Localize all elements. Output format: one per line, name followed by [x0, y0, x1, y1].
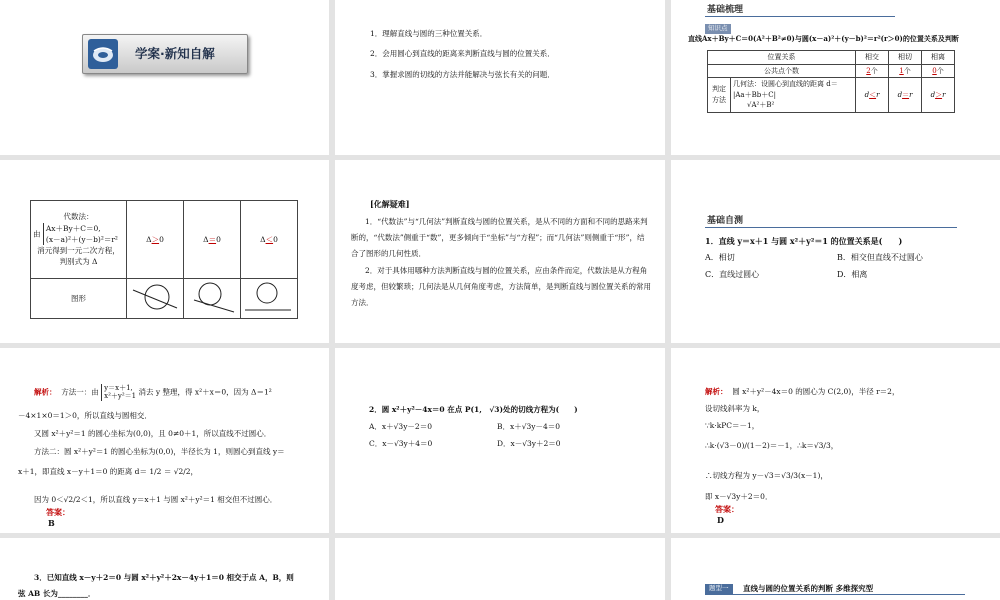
solution-line: 设切线斜率为 k， [705, 404, 765, 413]
paragraph-1: 1．“代数法”与“几何法”判断直线与圆的位置关系，是从不同的方面和不同的思路来判断的，“代数法”侧重于“数”，更多倾向于“坐标”与“方程”；而“几何法”则侧重于“形”，结合了图形的几何性质． [351, 217, 648, 258]
table-cell: 0个 [922, 64, 955, 78]
title-divider [705, 594, 965, 595]
figure-separate [243, 280, 295, 314]
table-header-cell: 相离 [922, 51, 955, 65]
slide-clarify-doubts[interactable] [335, 160, 665, 343]
option-b[interactable]: B．x＋√3y－4＝0 [497, 422, 561, 431]
question-text: 2．圆 x²＋y²－4x＝0 在点 P(1, √3)处的切线方程为( ) [369, 405, 578, 414]
problem-type-tag: 题型一 [705, 584, 733, 594]
objective-item: 3．掌握求圆的切线的方法并能解决与弦长有关的问题． [370, 69, 555, 79]
slide-objectives[interactable] [335, 0, 665, 155]
slide-title[interactable] [0, 0, 329, 155]
slide-blank[interactable] [335, 538, 665, 600]
knowledge-tag: 知识点 [705, 24, 731, 34]
option-c[interactable]: C．直线过圆心 [705, 270, 760, 279]
section-title: [化解疑难] [370, 199, 410, 209]
table-cell: d＝r [889, 78, 922, 113]
option-c[interactable]: C．x－√3y＋4＝0 [369, 439, 433, 448]
table-row [708, 51, 955, 65]
solution-line: x＋1，即直线 x－y＋1＝0 的距离 d＝ 1/2 ＝ √2/2， [18, 467, 199, 476]
table-cell: Δ＝0 [184, 201, 241, 279]
slide-algebraic-method[interactable] [0, 160, 329, 343]
option-b[interactable]: B．相交但直线不过圆心 [837, 253, 923, 262]
slide-problem-type-1[interactable] [671, 538, 1000, 600]
option-a[interactable]: A．相切 [705, 253, 735, 262]
table-cell [184, 279, 241, 319]
table-row [708, 78, 955, 113]
section-header: 基础梳理 [707, 5, 744, 15]
slide-question-2[interactable] [335, 348, 665, 533]
table-cell: d＜r [856, 78, 889, 113]
solution-line: 解析： 方法一：由 y＝x＋1, x²＋y²＝1 消去 y 整理，得 x²＋x＝0，因为 Δ＝1² [34, 384, 272, 401]
table-header-cell: 相切 [889, 51, 922, 65]
table-cell [127, 279, 184, 319]
table-cell: 图形 [31, 279, 127, 319]
solution-line: 解析： 圆 x²＋y²－4x＝0 的圆心为 C(2,0)，半径 r＝2， [705, 387, 900, 396]
answer-label: 答案： [715, 504, 739, 514]
table-cell: 代数法： 由 Ax＋By＋C＝0, (x－a)²＋(y－b)²＝r² 消元得到一元二次方程， 判别式为 Δ [31, 201, 127, 279]
table-cell: 几何法：设圆心到直线的距离 d＝ |Aa＋Bb＋C| √A²＋B² [731, 78, 856, 113]
table-cell: Δ＜0 [241, 201, 298, 279]
question-text: 1．直线 y＝x＋1 与圆 x²＋y²＝1 的位置关系是( ) [705, 236, 903, 246]
banner-title: 学案·新知自解 [135, 46, 215, 61]
solution-line: ∴切线方程为 y－√3＝√3/3(x－1)， [705, 471, 828, 480]
figure-intersect [129, 280, 181, 314]
header-divider [705, 16, 895, 17]
solution-line: 方法二：圆 x²＋y²＝1 的圆心坐标为(0,0)，半径长为 1，则圆心到直线 y＝ [34, 447, 285, 456]
option-d[interactable]: D．x－√3y＋2＝0 [497, 439, 561, 448]
table-header-cell: 位置关系 [708, 51, 856, 65]
option-d[interactable]: D．相离 [837, 270, 868, 279]
table-cell: Δ＞0 [127, 201, 184, 279]
answer-value: B [48, 518, 55, 528]
problem-type-title: 直线与圆的位置关系的判断 多维探究型 [743, 584, 874, 593]
table-row [708, 64, 955, 78]
intro-text: 直线Ax＋By＋C＝0(A²＋B²≠0)与圆(x－a)²＋(y－b)²＝r²(r＞0)的位置关系及判断 [688, 34, 959, 43]
table-cell: 2个 [856, 64, 889, 78]
title-banner [82, 34, 248, 74]
table-header-cell: 相交 [856, 51, 889, 65]
paragraph-2: 2．对于具体用哪种方法判断直线与圆的位置关系，应由条件而定，代数法是从方程角度考虑，但较繁琐；几何法是从几何角度考虑，方法简单，是判断直线与圆位置关系的常用方法． [351, 266, 651, 307]
objective-item: 1．理解直线与圆的三种位置关系． [370, 29, 488, 38]
slide-self-test[interactable] [671, 160, 1000, 343]
figure-tangent [186, 280, 238, 314]
solution-line: ∵k·kPC＝－1， [705, 421, 760, 430]
section-header: 基础自测 [707, 216, 744, 226]
slide-question-3[interactable] [0, 538, 329, 600]
table-row [31, 201, 298, 279]
solution-line: ∴k·(√3－0)/(1－2)＝－1，∴k＝√3/3， [705, 441, 839, 450]
table-cell: d＞r [922, 78, 955, 113]
table-cell: 1个 [889, 64, 922, 78]
slide-solution-2[interactable] [671, 348, 1000, 533]
table-cell: 公共点个数 [708, 64, 856, 78]
solution-line: －4×1×0＝1＞0，所以直线与圆相交． [18, 411, 152, 420]
solution-line: 因为 0＜√2/2＜1，所以直线 y＝x＋1 与圆 x²＋y²＝1 相交但不过圆心． [34, 495, 278, 504]
question-text: 3．已知直线 x－y＋2＝0 与圆 x²＋y²＋2x－4y＋1＝0 相交于点 A，B，则 [34, 573, 294, 582]
slide-basics-review[interactable] [671, 0, 1000, 155]
solution-line: 又圆 x²＋y²＝1 的圆心坐标为(0,0)，且 0≠0＋1，所以直线不过圆心． [34, 429, 272, 438]
objective-list [370, 28, 555, 89]
answer-value: D [717, 515, 724, 525]
table-cell [241, 279, 298, 319]
table-row [31, 279, 298, 319]
objective-item: 2．会用圆心到直线的距离来判断直线与圆的位置关系． [370, 49, 555, 59]
header-divider [705, 227, 957, 228]
question-text-2: 弦 AB 长为________． [18, 589, 96, 598]
relation-table [707, 50, 955, 113]
solution-line: 即 x－√3y＋2＝0． [705, 492, 773, 501]
book-icon [88, 39, 118, 69]
algebra-table [30, 200, 298, 319]
option-a[interactable]: A．x＋√3y－2＝0 [369, 422, 432, 431]
table-cell: 判定方法 [708, 78, 731, 113]
slide-solution-1[interactable] [0, 348, 329, 533]
answer-label: 答案： [46, 507, 70, 517]
